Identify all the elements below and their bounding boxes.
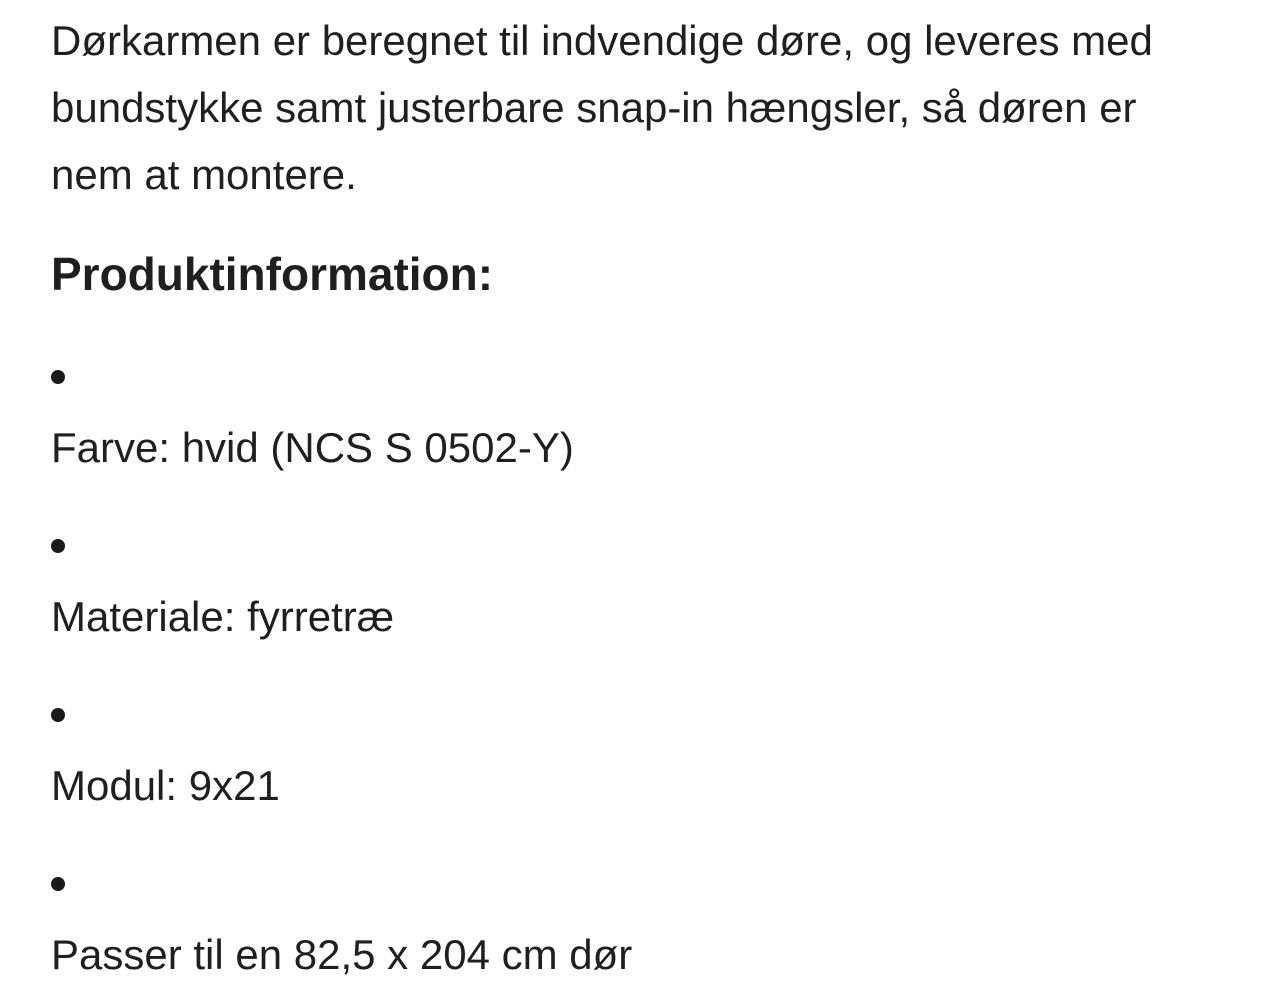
intro-line: bundstykke samt justerbare snap-in hængsler, så døren er — [51, 84, 1137, 131]
intro-paragraph — [51, 7, 1220, 208]
bullet-marker-icon — [51, 370, 65, 384]
list-item-label: Passer til en 82,5 x 204 cm dør — [51, 931, 633, 978]
list-item-label: Materiale: fyrretræ — [51, 593, 395, 640]
product-info-list — [51, 370, 1220, 988]
list-item — [51, 708, 1220, 819]
list-item — [51, 539, 1220, 650]
product-info-heading: Produktinformation: — [51, 248, 494, 300]
list-item-label: Farve: hvid (NCS S 0502-Y) — [51, 424, 574, 471]
list-item — [51, 370, 1220, 481]
intro-line: Dørkarmen er beregnet til indvendige døre, og leveres med — [51, 17, 1153, 64]
bullet-marker-icon — [51, 708, 65, 722]
bullet-marker-icon — [51, 539, 65, 553]
list-item-label: Modul: 9x21 — [51, 762, 280, 809]
intro-line: nem at montere. — [51, 151, 357, 198]
bullet-marker-icon — [51, 877, 65, 891]
list-item — [51, 877, 1220, 988]
